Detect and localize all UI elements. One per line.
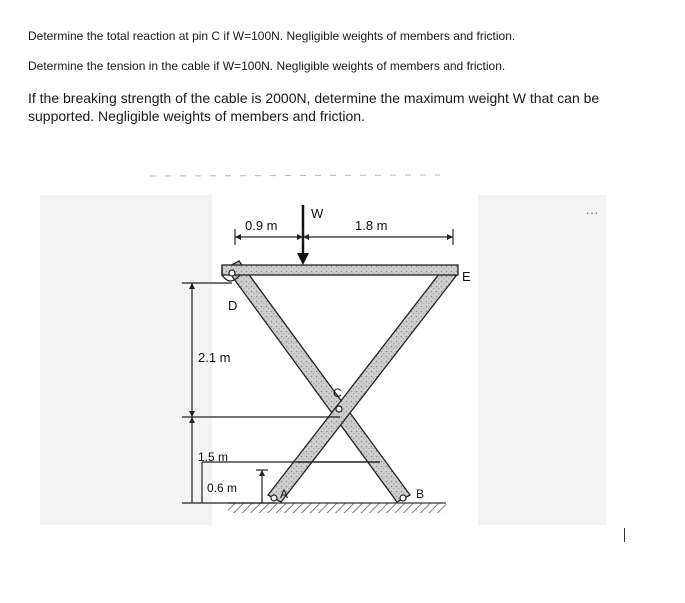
top-platform — [222, 265, 458, 275]
pin-a — [271, 495, 277, 501]
pin-b — [400, 495, 406, 501]
scissor-frame-figure — [140, 165, 480, 535]
dim-left-1: 2.1 m — [198, 350, 231, 365]
dim-left-3: 0.6 m — [207, 481, 238, 495]
dim-top-right: 1.8 m — [355, 218, 388, 233]
text-cursor — [624, 528, 625, 542]
load-label: W — [311, 206, 324, 221]
label-d: D — [228, 298, 238, 313]
ground-hatch — [228, 503, 446, 513]
question-cable-tension: Determine the tension in the cable if W=100N. Negligible weights of members and friction. — [28, 59, 506, 73]
member-ace — [268, 269, 456, 502]
dim-top-left: 0.9 m — [245, 218, 278, 233]
more-options-icon[interactable]: ... — [586, 203, 600, 217]
dim-left-2: 1.5 m — [198, 450, 229, 464]
pin-c — [336, 406, 342, 412]
figure-right-panel — [478, 195, 606, 525]
label-e: E — [462, 269, 471, 284]
label-c: C — [333, 386, 342, 400]
pin-d — [229, 270, 235, 276]
member-dcb — [226, 261, 410, 502]
question-reaction-at-c: Determine the total reaction at pin C if W=100N. Negligible weights of members and friction. — [28, 29, 516, 43]
label-b: B — [416, 487, 425, 501]
label-a: A — [280, 487, 289, 501]
question-max-weight: If the breaking strength of the cable is 2000N, determine the maximum weight W that can be supported. Negligible weights of members and friction. — [28, 90, 600, 124]
